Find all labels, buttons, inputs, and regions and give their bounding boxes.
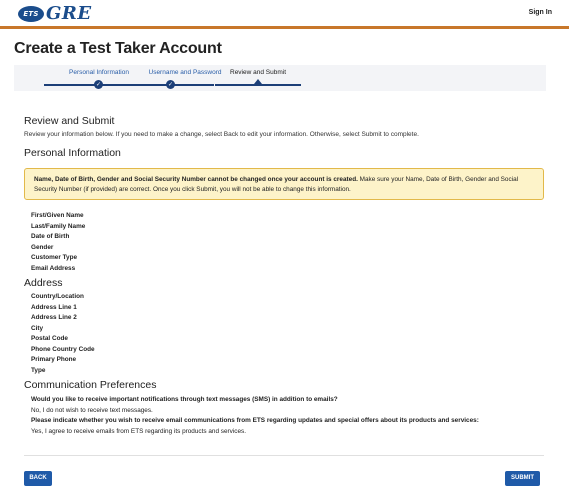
- step-label: Username and Password: [148, 69, 222, 76]
- personal-information-heading: Personal Information: [24, 147, 121, 159]
- field-label: Country/Location: [31, 293, 84, 300]
- field-label: First/Given Name: [31, 212, 84, 219]
- review-heading: Review and Submit: [24, 115, 115, 127]
- email-answer: Yes, I agree to receive emails from ETS regarding its products and services.: [31, 427, 247, 435]
- page-title: Create a Test Taker Account: [14, 40, 222, 57]
- alert-text: Make sure your Name, Date of Birth, Gender and Social Security Number (if provided) are correct. Once you click Submit, you will not be able to change this information.: [34, 176, 519, 193]
- field-label: Date of Birth: [31, 233, 70, 240]
- submit-button[interactable]: SUBMIT: [505, 471, 540, 486]
- current-step-caret-icon: [254, 79, 262, 84]
- step-progress-line: [215, 84, 301, 86]
- gre-logo-text: GRE: [46, 3, 92, 24]
- sign-in-link[interactable]: Sign In: [528, 9, 552, 16]
- step-review-and-submit: [215, 69, 301, 76]
- field-label: Type: [31, 366, 46, 374]
- back-button[interactable]: BACK: [24, 471, 52, 486]
- step-label: Review and Submit: [230, 69, 286, 76]
- communication-preferences-heading: Communication Preferences: [24, 379, 157, 391]
- sms-answer: No, I do not wish to receive text messages.: [31, 406, 153, 414]
- email-question: Please indicate whether you wish to receive email communications from ETS regarding updates and special offers about its products and services:: [31, 417, 479, 424]
- check-icon: ✓: [167, 81, 174, 88]
- field-label: Customer Type: [31, 254, 78, 261]
- address-fields-list: [31, 292, 95, 376]
- field-label: Gender: [31, 243, 54, 251]
- communication-preferences-list: [31, 395, 551, 437]
- footer-divider: [24, 455, 544, 456]
- field-label: City: [31, 324, 44, 332]
- address-heading: Address: [24, 277, 63, 289]
- field-label: Address Line 1: [31, 303, 77, 311]
- field-label: Address Line 2: [31, 314, 77, 321]
- sms-question: Would you like to receive important notifications through text messages (SMS) in addition to emails?: [31, 396, 338, 403]
- field-label: Phone Country Code: [31, 345, 95, 353]
- alert-emphasis: Name, Date of Birth, Gender and Social Security Number cannot be changed once your account is created.: [34, 176, 358, 183]
- header-accent-rule: [0, 26, 569, 29]
- progress-stepper: [14, 65, 546, 91]
- review-intro-text: Review your information below. If you need to make a change, select Back to edit your information. Otherwise, select Submit to complete.: [24, 131, 419, 138]
- warning-alert: [24, 168, 544, 200]
- field-label: Email Address: [31, 264, 76, 272]
- step-label: Personal Information: [69, 69, 129, 76]
- top-header: [0, 0, 569, 27]
- ets-gre-logo[interactable]: [18, 3, 92, 24]
- ets-logo-badge: ETS: [18, 6, 44, 22]
- check-icon: ✓: [95, 81, 102, 88]
- personal-fields-list: [31, 211, 85, 274]
- field-label: Postal Code: [31, 335, 68, 342]
- field-label: Primary Phone: [31, 356, 77, 363]
- field-label: Last/Family Name: [31, 222, 86, 230]
